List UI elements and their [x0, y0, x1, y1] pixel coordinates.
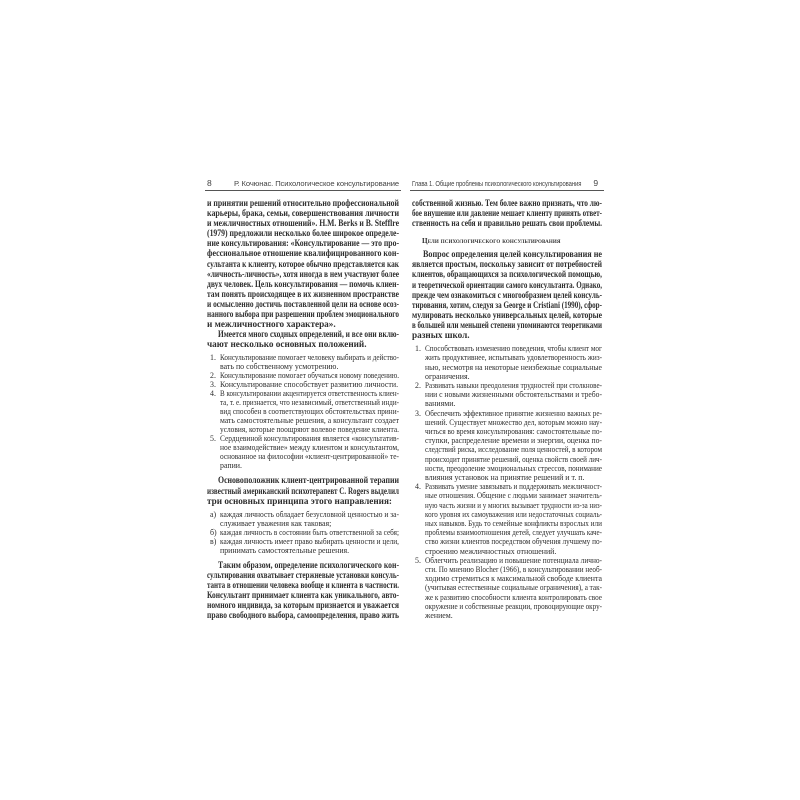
text-line: [207, 475, 399, 485]
text-line: [207, 486, 399, 496]
text-line: [220, 353, 399, 362]
text-line: [425, 409, 602, 418]
text-line: [425, 455, 602, 464]
text-line: [425, 583, 602, 592]
line-text: нии с новыми жизненными обстоятельствами и требо-: [425, 390, 602, 400]
line-text: Развивать навыки преодоления трудностей при столкнове-: [425, 380, 602, 390]
text-line: [412, 269, 602, 279]
text-line: [412, 198, 602, 208]
text-line: [425, 482, 602, 491]
line-text: сультанта к клиенту, которое обычно представляется как: [207, 258, 399, 269]
text-line: [220, 461, 399, 470]
list-marker: а): [210, 509, 217, 519]
line-text: номного индивида, за которым признается и уважается: [207, 600, 400, 611]
text-line: [207, 248, 399, 258]
paragraph: [207, 560, 399, 621]
text-line: [425, 602, 602, 611]
line-text: Консультирование помогает человеку выбирать и действо-: [220, 353, 399, 363]
list-item: [207, 389, 399, 434]
line-text: и межличностного характера».: [207, 319, 336, 330]
text-line: [425, 574, 602, 583]
numbered-list: [207, 353, 399, 470]
text-line: [412, 300, 602, 310]
line-text: ности, преодоление эмоциональных стрессов, понимание: [425, 463, 603, 473]
line-text: ходимо стремиться к максимальной свободе клиента: [425, 574, 603, 584]
line-text: Развивать умение завязывать и поддерживать межличност-: [425, 482, 602, 492]
line-text: каждая личность в состоянии быть ответственной за себя;: [220, 527, 399, 537]
line-text: собственной жизнью. Тем более важно признать, что лю-: [412, 198, 603, 208]
text-line: [207, 560, 399, 570]
line-text: Вопрос определения целей консультирования не: [423, 249, 603, 260]
line-text: фессиональное отношение квалифицированного кон-: [207, 248, 399, 259]
list-item: [207, 510, 399, 528]
line-text: каждая личность обладает безусловной ценностью и за-: [220, 509, 399, 519]
text-line: [220, 416, 399, 425]
line-text: рапии.: [220, 461, 242, 471]
list-item: [412, 409, 602, 483]
line-text: Облегчить реализацию и повышение потенциала лично-: [425, 555, 602, 565]
text-line: [412, 330, 602, 340]
line-text: следствий риска, исследование поля ценностей, в котором: [425, 445, 603, 455]
text-line: [425, 344, 602, 353]
text-line: [425, 547, 602, 556]
text-line: [412, 208, 602, 218]
text-line: [220, 398, 399, 407]
text-line: [412, 280, 602, 290]
line-text: кого уровня их самоуважения или недостаточных социаль-: [425, 509, 603, 519]
list-marker: 1.: [415, 344, 421, 354]
text-line: [220, 380, 399, 389]
line-text: строению межличностных отношений.: [425, 546, 557, 556]
line-text: сти. По мнению Blocher (1966), в консультировании необ-: [425, 565, 603, 574]
running-head: Глава 1. Общие проблемы психологического консультирования: [412, 179, 582, 188]
left-page: [205, 0, 401, 800]
text-line: [412, 259, 602, 269]
text-line: [425, 491, 602, 500]
running-head: Р. Кочюнас. Психологическое консультирование: [233, 179, 399, 188]
list-marker: 2.: [210, 371, 216, 381]
text-line: [207, 238, 399, 248]
list-item: [412, 381, 602, 409]
page-body: [207, 198, 399, 620]
line-text: в большей или меньшей степени упоминаются теоретиками: [412, 319, 602, 330]
list-item: [207, 528, 399, 537]
text-line: [207, 299, 399, 309]
paragraph: [207, 329, 399, 349]
text-line: [220, 537, 399, 546]
text-line: [207, 198, 399, 208]
line-text: основанное на философии «клиент-центрированной» те-: [220, 452, 399, 462]
page-body: [412, 198, 602, 625]
list-marker: в): [210, 536, 217, 546]
line-text: Обеспечить эффективное принятие жизненно важных ре-: [425, 408, 603, 418]
text-line: [425, 593, 602, 602]
line-text: бое внушение или давление мешает клиенту принять ответ-: [412, 208, 603, 219]
list-item: [412, 344, 602, 381]
line-text: является простым, поскольку зависит от потребностей: [412, 259, 603, 270]
text-line: [220, 362, 399, 371]
list-item: [207, 353, 399, 371]
text-line: [220, 510, 399, 519]
line-text: известный американский психотерапевт C. Rogers выделил: [207, 485, 399, 496]
line-text: ступки, распределение времени и энергии, оценка по-: [425, 436, 603, 446]
line-text: чают несколько основных положений.: [207, 339, 367, 350]
text-line: [207, 309, 399, 319]
text-line: [412, 320, 602, 330]
line-text: «личность-личность», хотя иногда в нем участвуют более: [207, 268, 400, 279]
list-marker: 2.: [415, 380, 421, 390]
line-text: служивает уважения как таковая;: [220, 518, 332, 528]
line-text: происходит принятие решений, оценка свойств своей лич-: [425, 454, 602, 464]
line-text: Консультирование способствует развитию личности.: [220, 380, 399, 390]
text-line: [425, 473, 602, 482]
text-line: [220, 389, 399, 398]
list-item: [207, 537, 399, 555]
text-line: [220, 452, 399, 461]
text-line: [425, 519, 602, 528]
text-line: [425, 363, 602, 372]
list-marker: 5.: [415, 555, 421, 565]
list-item: [412, 556, 602, 620]
text-line: [425, 381, 602, 390]
line-text: право свободного выбора, самоопределения, право жить: [207, 610, 399, 621]
list-marker: 1.: [210, 353, 216, 363]
line-text: разных школ.: [412, 330, 470, 341]
line-text: (учитывая естественные социальные ограничения), а так-: [425, 583, 603, 593]
line-text: вать по собственному усмотрению.: [220, 362, 339, 372]
line-text: принимать самостоятельные решения.: [220, 545, 350, 555]
line-text: Способствовать изменению поведения, чтобы клиент мог: [425, 344, 603, 354]
text-line: [207, 329, 399, 339]
line-text: и осмысленно достичь поставленной цели на основе осоз-: [207, 298, 399, 309]
text-line: [207, 610, 399, 620]
line-text: ваниями.: [425, 399, 456, 409]
section-heading: Цели психологического консультирования: [422, 237, 561, 246]
line-text: нанного выбора при разрешении проблем эмоционального: [207, 309, 399, 320]
text-line: [425, 353, 602, 362]
line-text: двух человек. Цель консультирования — помочь клиен-: [207, 278, 400, 289]
paragraph: [412, 249, 602, 340]
line-text: ние консультирования: «Консультирование — это про-: [207, 238, 400, 249]
line-text: Основоположник клиент-центрированной терапии: [218, 475, 399, 486]
line-text: прежде чем ознакомиться с многообразием целей консуль-: [412, 289, 602, 300]
line-text: и теоретической ориентации самого консультанта. Однако,: [412, 279, 603, 290]
line-text: ственность на себя и правильно решать свои проблемы.: [412, 218, 603, 229]
list-marker: 4.: [210, 389, 216, 399]
text-line: [425, 418, 602, 427]
text-line: [425, 372, 602, 381]
line-text: Таким образом, определение психологического кон-: [218, 559, 400, 570]
text-line: [220, 407, 399, 416]
text-line: [425, 611, 602, 620]
text-line: [412, 218, 602, 228]
text-line: [207, 496, 399, 506]
text-line: [207, 570, 399, 580]
text-line: [207, 218, 399, 228]
text-line: [220, 528, 399, 537]
line-text: мулировать несколько универсальных целей, которые: [412, 309, 603, 320]
line-text: клиентов, обращающихся за психологической помощью,: [412, 269, 602, 280]
line-text: читься во время консультирования: самостоятельные по-: [425, 426, 603, 436]
text-line: [425, 464, 602, 473]
line-text: карьеры, брака, семьи, совершенствования личности: [207, 208, 399, 219]
list-item: [412, 482, 602, 556]
text-line: [207, 208, 399, 218]
line-text: ных навыков. Будь то семейные конфликты взрослых или: [425, 518, 602, 528]
text-line: [425, 556, 602, 565]
text-line: [207, 590, 399, 600]
line-text: окружение и собственные реакции, провоцирующие окру-: [425, 601, 603, 611]
text-line: [425, 528, 602, 537]
text-line: [425, 390, 602, 399]
page-number: 9: [593, 178, 598, 188]
list-item: [207, 380, 399, 389]
line-text: ограничения.: [425, 371, 470, 381]
line-text: же к развитию способности клиента контролировать свое: [425, 592, 602, 602]
line-text: условия, которые поощряют волевое поведение клиента.: [220, 425, 399, 435]
text-line: [425, 501, 602, 510]
line-text: ную часть жизни и у многих вызывает трудности из-за низ-: [425, 500, 603, 510]
text-line: [425, 510, 602, 519]
text-line: [412, 249, 602, 259]
line-text: сультирования охватывает стержневые установки консуль-: [207, 569, 400, 580]
numbered-list: [207, 510, 399, 555]
text-line: [425, 436, 602, 445]
line-text: три основных принципа этого направления:: [207, 495, 392, 506]
line-text: жением.: [425, 611, 453, 621]
page-number: 8: [207, 178, 212, 188]
text-line: [425, 399, 602, 408]
text-line: [220, 519, 399, 528]
list-marker: 4.: [415, 482, 421, 492]
text-line: [412, 290, 602, 300]
line-text: каждая личность имеет право выбирать ценности и цели,: [220, 536, 400, 546]
list-marker: 5.: [210, 434, 216, 444]
text-line: [207, 228, 399, 238]
line-text: танта в отношении человека вообще и клиента в частности.: [207, 579, 400, 590]
line-text: там понять происходящее в их жизненном пространстве: [207, 288, 399, 299]
text-line: [425, 565, 602, 574]
paragraph: [412, 198, 602, 228]
text-line: [207, 600, 399, 610]
line-text: вид способен в соответствующих обстоятельствах прини-: [220, 407, 400, 417]
line-text: Имеется много сходных определений, и все они вклю-: [218, 329, 399, 340]
text-line: [425, 427, 602, 436]
line-text: влияния установок на принятие решений и т. п.: [425, 472, 585, 482]
text-line: [425, 445, 602, 454]
text-line: [207, 259, 399, 269]
text-line: [207, 339, 399, 349]
list-item: [207, 371, 399, 380]
line-text: шений. Существует множество дел, которым можно нау-: [425, 417, 603, 427]
text-line: [207, 319, 399, 329]
line-text: Консультант принимает клиента как уникального, авто-: [207, 589, 400, 600]
text-line: [220, 425, 399, 434]
text-line: [220, 546, 399, 555]
text-line: [220, 371, 399, 380]
right-page: [410, 0, 604, 800]
text-line: [412, 310, 602, 320]
paragraph: [207, 475, 399, 505]
list-marker: 3.: [415, 408, 421, 418]
line-text: та, т. е. признается, что независимый, ответственный инди-: [220, 398, 399, 408]
page-header: [205, 176, 401, 191]
line-text: проблемы взаимоотношения детей, следует улучшать каче-: [425, 528, 603, 538]
text-line: [220, 434, 399, 443]
paragraph: [207, 198, 399, 329]
line-text: ное взаимодействие» между клиентом и консультантом,: [220, 443, 400, 453]
line-text: Сердцевиной консультирования является «консультатив-: [220, 434, 400, 444]
line-text: жить продуктивнее, испытывать удовлетворенность жиз-: [425, 353, 603, 363]
numbered-list: [412, 344, 602, 620]
text-line: [207, 289, 399, 299]
line-text: (1979) предложили несколько более широкое определе-: [207, 228, 400, 239]
text-line: [220, 443, 399, 452]
line-text: тирования, хотим, следуя за George и Cristiani (1990), сфор-: [412, 299, 602, 310]
line-text: нью, несмотря на некоторые неизбежные социальные: [425, 362, 603, 372]
line-text: и межличностных отношений». H.M. Berks и B. Stefflre: [207, 218, 399, 229]
line-text: В консультировании акцентируется ответственность клиен-: [220, 389, 399, 399]
text-line: [425, 537, 602, 546]
list-item: [207, 434, 399, 470]
line-text: и принятии решений относительно профессиональной: [207, 198, 399, 208]
list-marker: б): [210, 527, 217, 537]
line-text: ные отношения. Общение с людьми занимает значитель-: [425, 491, 603, 501]
line-text: Консультирование помогает обучаться новому поведению.: [220, 371, 400, 381]
line-text: ство жизни клиентов посредством обучения лучшему по-: [425, 537, 602, 547]
line-text: мать самостоятельные решения, а консультант создает: [220, 416, 399, 426]
text-line: [207, 279, 399, 289]
text-line: [207, 269, 399, 279]
list-marker: 3.: [210, 380, 216, 390]
text-line: [207, 580, 399, 590]
page-header: [410, 176, 604, 191]
